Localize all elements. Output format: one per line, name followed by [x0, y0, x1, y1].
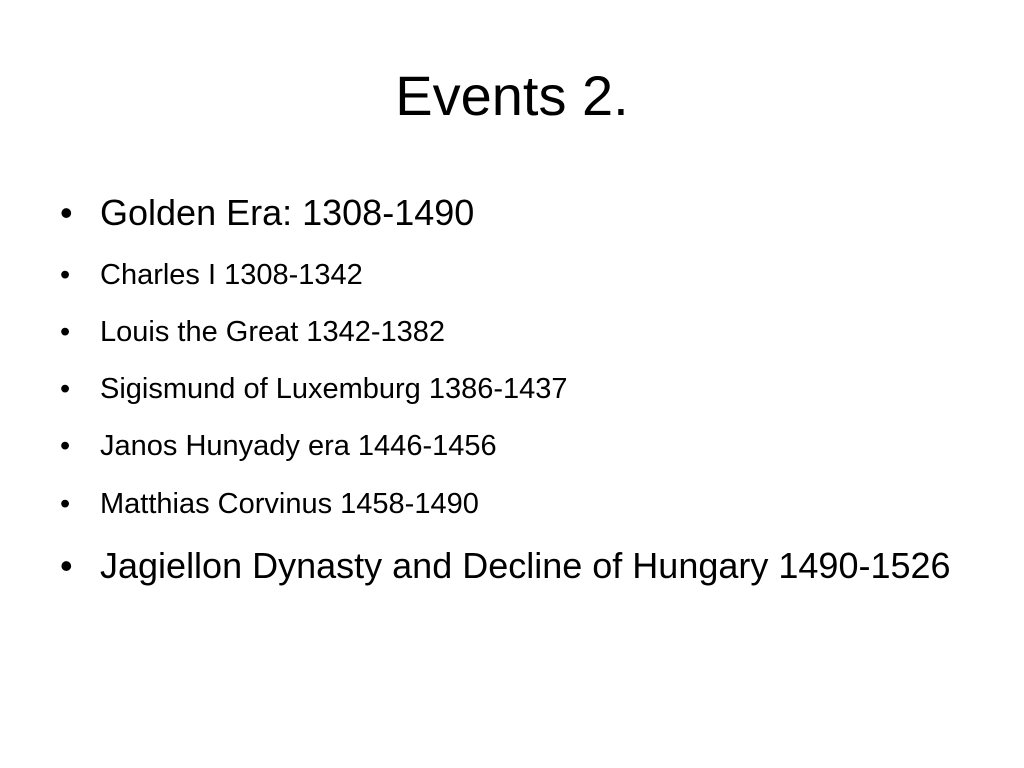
bullet-item: [60, 313, 960, 351]
bullet-item: [60, 543, 960, 589]
bullet-text: Golden Era: 1308-1490: [100, 192, 475, 233]
bullet-text: Charles I 1308-1342: [100, 259, 363, 291]
bullet-item: [60, 427, 960, 465]
bullet-text: Jagiellon Dynasty and Decline of Hungary 1490-1526: [100, 545, 951, 586]
bullet-text: Janos Hunyady era 1446-1456: [100, 430, 497, 462]
bullet-text: Sigismund of Luxemburg 1386-1437: [100, 373, 568, 405]
bullet-dot-icon: •: [60, 316, 71, 348]
bullet-item: [60, 485, 960, 523]
bullet-item: [60, 370, 960, 408]
bullet-dot-icon: •: [60, 430, 71, 462]
bullet-dot-icon: •: [60, 488, 71, 520]
bullet-dot-icon: •: [60, 259, 71, 291]
bullet-text: Matthias Corvinus 1458-1490: [100, 488, 479, 520]
bullet-dot-icon: •: [60, 545, 73, 586]
bullet-text: Louis the Great 1342-1382: [100, 316, 446, 348]
bullet-item: [60, 256, 960, 294]
slide-title: Events 2.: [395, 64, 629, 127]
bullet-dot-icon: •: [60, 192, 73, 233]
bullet-item: [60, 190, 960, 236]
bullet-dot-icon: •: [60, 373, 71, 405]
